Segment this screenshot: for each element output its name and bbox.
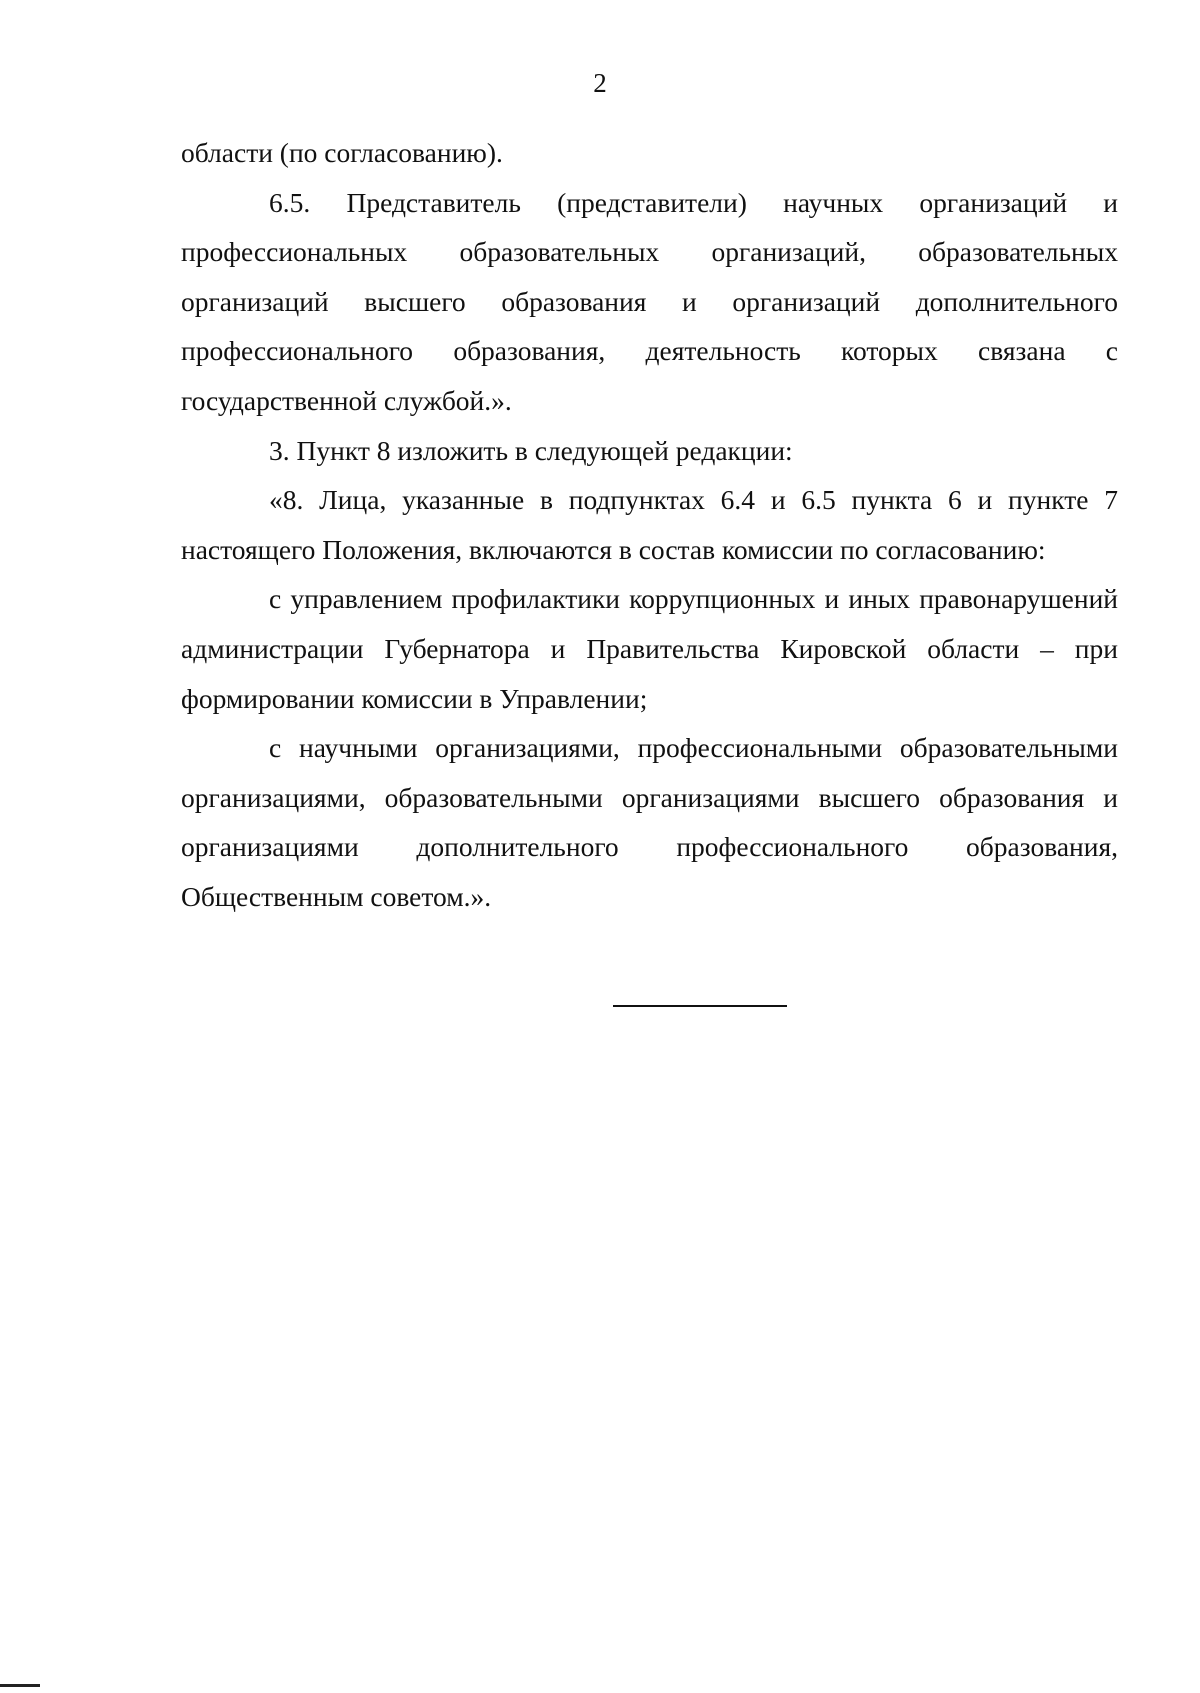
- paragraph-continuation: области (по согласованию).: [181, 137, 503, 168]
- end-rule-divider: [613, 1005, 787, 1007]
- paragraph-coordination-anticorruption: с управлением профилактики коррупционных и иных правонарушений администрации Губернатора и Правительства Кировской области – при формировании комиссии в Управлении;: [181, 583, 1118, 714]
- paragraph-item-8: «8. Лица, указанные в подпунктах 6.4 и 6.5 пункта 6 и пункте 7 настоящего Положения, включаются в состав комиссии по согласованию:: [181, 484, 1118, 565]
- page-number: 2: [593, 68, 607, 98]
- document-body: [181, 128, 1118, 922]
- paragraph-coordination-organizations: с научными организациями, профессиональными образовательными организациями, образовательными организациями высшего образования и организациями дополнительного профессионального образования, Общественным советом.».: [181, 732, 1118, 912]
- footer-mark: [0, 1684, 40, 1687]
- paragraph-item-6-5: 6.5. Представитель (представители) научных организаций и профессиональных образовательных организаций, образовательных организаций высшего образования и организаций дополнительного профессионального образования, деятельность которых связана с государственной службой.».: [181, 186, 1118, 416]
- paragraph-item-3: 3. Пункт 8 изложить в следующей редакции:: [269, 434, 793, 466]
